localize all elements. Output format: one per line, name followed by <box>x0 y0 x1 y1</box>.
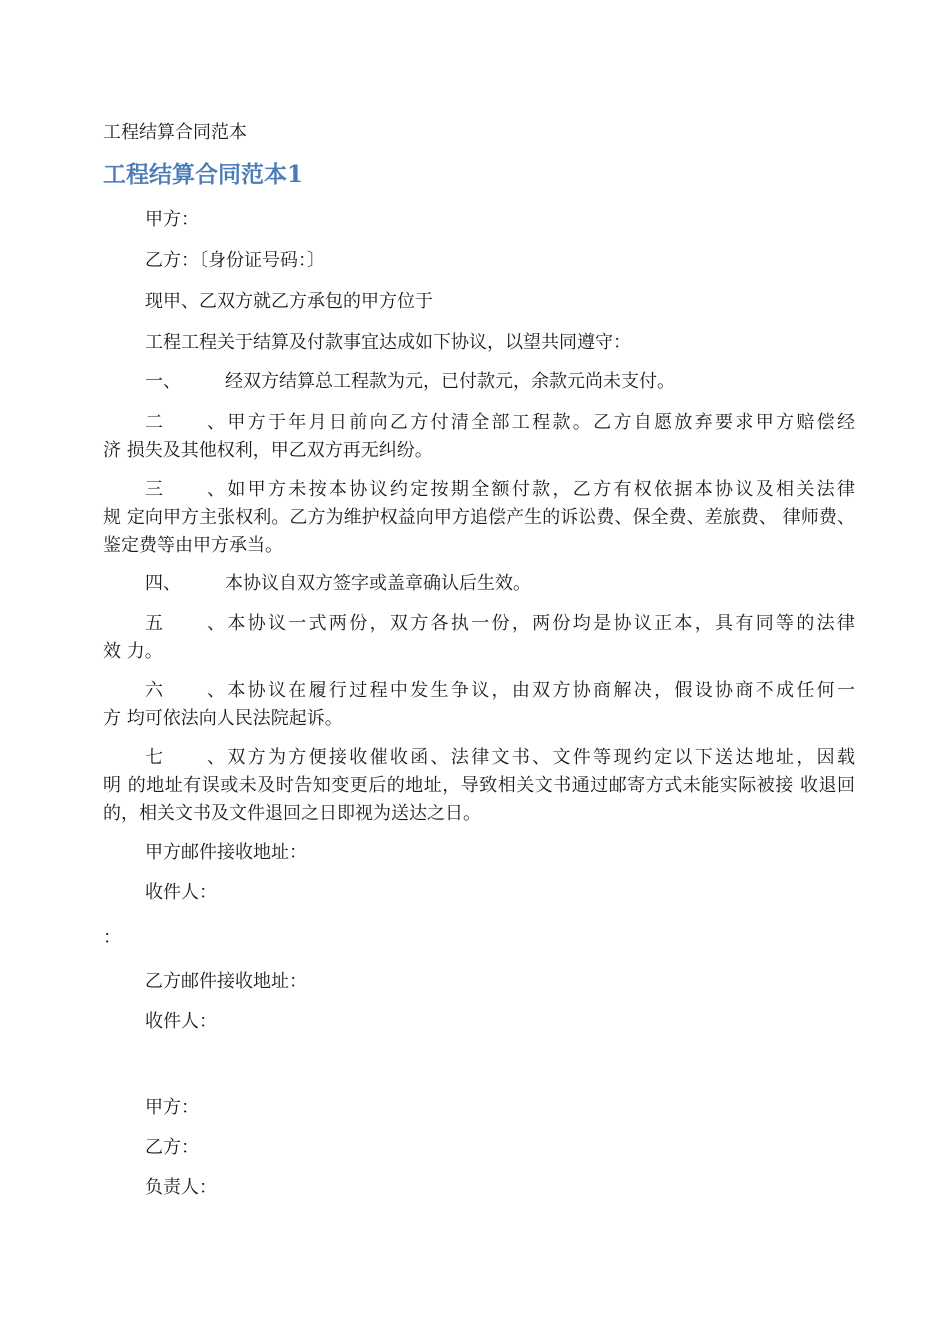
clause-6 <box>103 677 855 733</box>
clause-number: 四、 <box>145 573 181 594</box>
clause-text: 本协议在履行过程中发生争议，由双方协商解决，假设协商不成任何一 <box>225 680 855 701</box>
document-title: 工程结算合同范本 <box>103 122 247 143</box>
clause-number: 五、 <box>145 613 225 634</box>
clause-text: 本协议一式两份，双方各执一份，两份均是协议正本，具有同等的法律 <box>225 613 855 634</box>
clause-continuation: 效 力。 <box>103 641 163 662</box>
responsible-person: 负责人： <box>145 1177 217 1198</box>
clause-number: 一、 <box>145 371 181 392</box>
recipient-1: 收件人： <box>145 882 217 903</box>
intro-line-1: 现甲、乙双方就乙方承包的甲方位于 <box>145 291 433 312</box>
party-b-mail-address: 乙方邮件接收地址： <box>145 971 307 992</box>
clause-text: 本协议自双方签字或盖章确认后生效。 <box>225 573 531 594</box>
clause-text: 如甲方未按本协议约定按期全额付款，乙方有权依据本协议及相关法律 <box>225 479 855 500</box>
clause-5 <box>103 610 855 666</box>
intro-line-2: 工程工程关于结算及付款事宜达成如下协议，以望共同遵守： <box>145 332 631 353</box>
clause-number: 六、 <box>145 680 225 701</box>
party-b-line: 乙方：〔身份证号码：〕 <box>145 250 325 271</box>
clause-number: 三、 <box>145 479 225 500</box>
signature-party-a: 甲方： <box>145 1097 199 1118</box>
clause-text: 经双方结算总工程款为元，已付款元，余款元尚未支付。 <box>225 371 675 392</box>
clause-continuation: 济 损失及其他权利，甲乙双方再无纠纷。 <box>103 440 433 461</box>
clause-1 <box>103 368 855 396</box>
party-a-line: 甲方： <box>145 209 199 230</box>
clause-number: 七、 <box>145 747 225 768</box>
clause-3 <box>103 476 855 560</box>
clause-2 <box>103 409 855 465</box>
recipient-2: 收件人： <box>145 1011 217 1032</box>
clause-continuation: 规 定向甲方主张权利。乙方为维护权益向甲方追偿产生的诉讼费、保全费、差旅费、 律师费、鉴定费等由甲方承当。 <box>103 507 855 556</box>
clause-continuation: 明 的地址有误或未及时告知变更后的地址，导致相关文书通过邮寄方式未能实际被接 收退回的，相关文书及文件退回之日即视为送达之日。 <box>103 775 855 824</box>
signature-party-b: 乙方： <box>145 1137 199 1158</box>
clause-4 <box>103 570 855 598</box>
clause-text: 双方为方便接收催收函、法律文书、文件等现约定以下送达地址，因载 <box>225 747 855 768</box>
clause-continuation: 方 均可依法向人民法院起诉。 <box>103 708 343 729</box>
clause-7 <box>103 744 855 828</box>
clause-number: 二、 <box>145 412 225 433</box>
section-heading: 工程结算合同范本1 <box>103 161 304 188</box>
clause-text: 甲方于年月日前向乙方付清全部工程款。乙方自愿放弃要求甲方赔偿经 <box>225 412 855 433</box>
party-a-mail-address: 甲方邮件接收地址： <box>145 842 307 863</box>
stray-colon: ： <box>103 927 121 948</box>
